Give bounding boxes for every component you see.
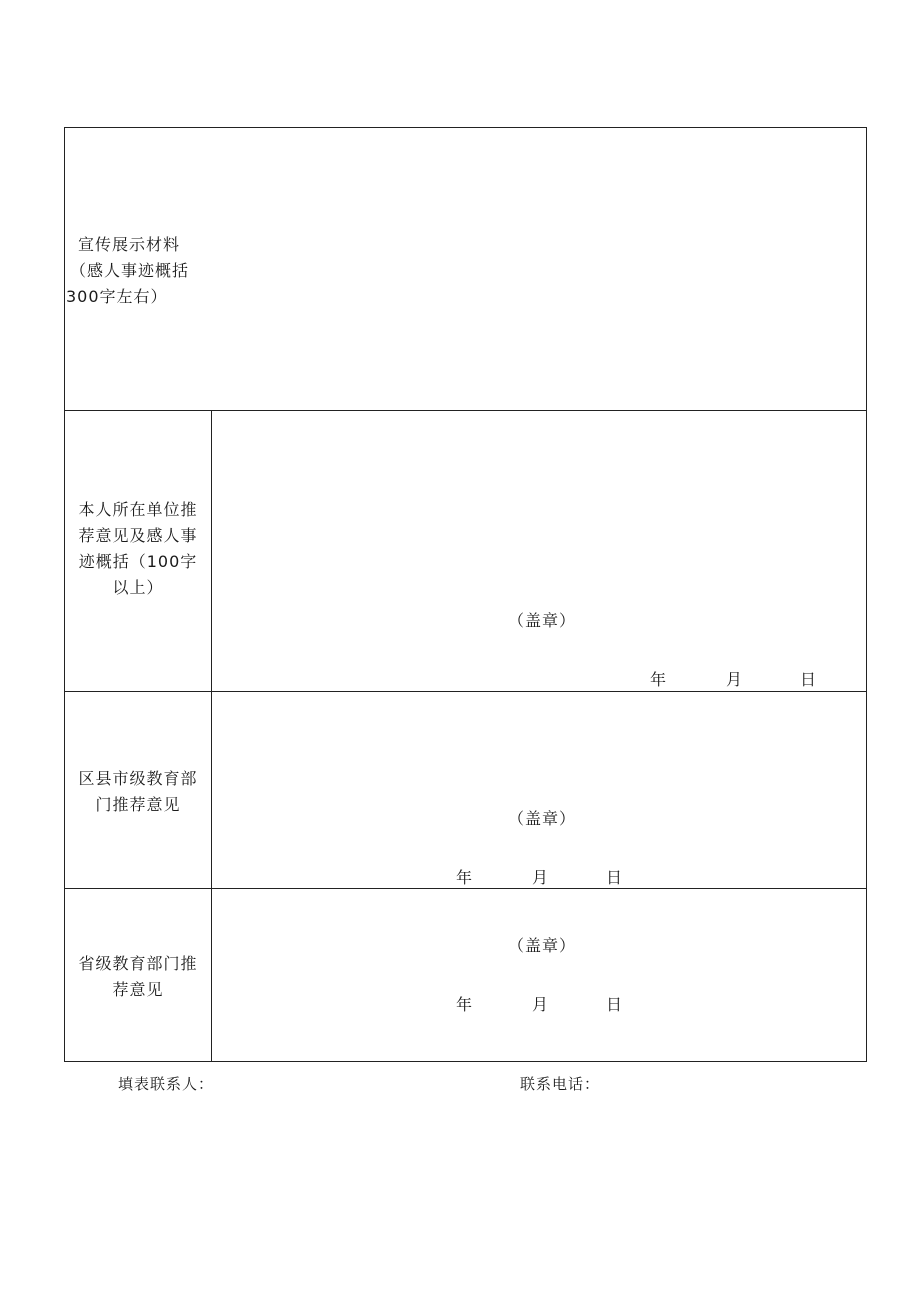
unit-recommendation-field[interactable] xyxy=(212,411,866,691)
provincial-education-field[interactable] xyxy=(212,889,866,1061)
date-day: 日 xyxy=(606,868,624,887)
date-month: 月 xyxy=(726,670,744,689)
label-line: 荐意见及感人事 xyxy=(78,526,198,545)
date-year: 年 xyxy=(650,670,668,689)
seal-placeholder: （盖章） xyxy=(508,611,577,630)
table-right-border xyxy=(866,127,867,1062)
date-day: 日 xyxy=(606,995,624,1014)
label-line: 荐意见 xyxy=(112,980,164,999)
label-line: 300字左右） xyxy=(66,287,168,306)
seal-placeholder: （盖章） xyxy=(508,809,577,828)
date-year: 年 xyxy=(456,868,474,887)
promo-material-field[interactable] xyxy=(212,128,866,410)
row-label-provincial-education xyxy=(66,951,210,1003)
contact-person-field[interactable] xyxy=(214,1071,414,1095)
date-month: 月 xyxy=(532,995,550,1014)
contact-phone-field[interactable] xyxy=(600,1071,800,1095)
label-line: 门推荐意见 xyxy=(95,795,181,814)
row-label-unit-recommendation xyxy=(66,497,210,601)
label-line: （感人事迹概括 xyxy=(70,261,190,280)
row-label-county-education xyxy=(66,766,210,818)
label-line: 区县市级教育部 xyxy=(78,769,198,788)
seal-placeholder: （盖章） xyxy=(508,936,577,955)
contact-person-label: 填表联系人： xyxy=(118,1075,215,1093)
date-day: 日 xyxy=(800,670,818,689)
row-label-promo-material xyxy=(66,232,216,310)
label-line: 以上） xyxy=(112,578,164,597)
table-left-border xyxy=(64,127,65,1062)
label-line: 宣传展示材料 xyxy=(78,235,181,254)
label-line: 省级教育部门推 xyxy=(78,954,198,973)
contact-phone-label: 联系电话： xyxy=(520,1075,601,1093)
county-education-field[interactable] xyxy=(212,692,866,888)
table-bottom-border xyxy=(64,1061,867,1062)
label-line: 迹概括（100字 xyxy=(78,552,198,571)
label-line: 本人所在单位推 xyxy=(78,500,198,519)
date-year: 年 xyxy=(456,995,474,1014)
date-month: 月 xyxy=(532,868,550,887)
